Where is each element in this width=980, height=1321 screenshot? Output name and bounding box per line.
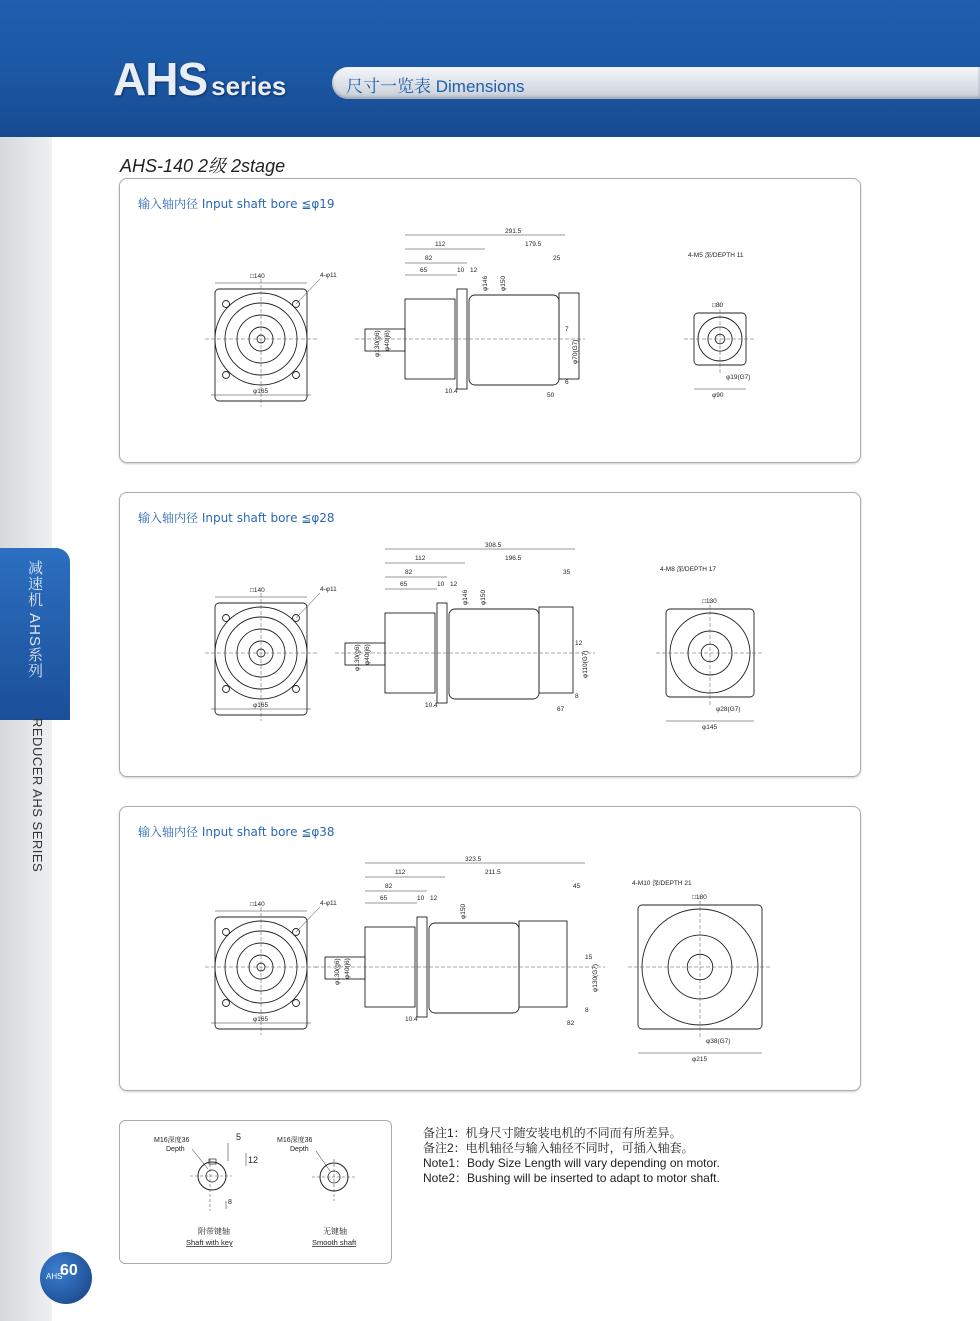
output-shaft-diameter-dim: φ40(j6) xyxy=(344,958,351,979)
key-width-dim: 5 xyxy=(236,1132,242,1142)
key-shaft-cn: 附带键轴 xyxy=(198,1227,230,1236)
body-length-dim: 211.5 xyxy=(485,869,501,876)
length-82-dim: 82 xyxy=(425,255,433,262)
flange-diameter-dim: φ165 xyxy=(253,1016,269,1023)
flange-diameter-dim: φ165 xyxy=(253,702,269,709)
flange-square-dim: □140 xyxy=(250,901,265,908)
mount-holes-dim: 4-φ11 xyxy=(320,272,337,279)
pilot-diameter-dim: φ130(g6) xyxy=(354,644,361,671)
motor-thread-dim: 4-M8 深/DEPTH 17 xyxy=(660,566,716,573)
length-112-dim: 112 xyxy=(435,241,446,248)
body-length-dim: 196.5 xyxy=(505,555,522,562)
motor-thread-dim: 4-M5 深/DEPTH 11 xyxy=(688,252,744,259)
motor-pilot-diameter-dim: φ130(G7) xyxy=(592,963,599,992)
note-en-2: Note2：Bushing will be inserted to adapt to motor shaft. xyxy=(423,1171,720,1185)
spigot-height-dim: 8 xyxy=(585,1007,589,1014)
spigot-depth-dim: 7 xyxy=(565,326,569,333)
motor-flange-diameter-dim: φ145 xyxy=(702,724,718,731)
front-view xyxy=(205,586,337,721)
output-shaft-diameter-dim: φ40(j6) xyxy=(384,330,391,351)
smooth-thread-label: M16深度36 xyxy=(277,1137,313,1144)
diameter-146-dim: φ146 xyxy=(462,589,469,605)
mount-holes-dim: 4-φ11 xyxy=(320,586,337,593)
diameter-150-dim: φ150 xyxy=(500,275,507,291)
body-length-dim: 179.5 xyxy=(525,241,542,248)
length-12-dim: 12 xyxy=(450,581,458,588)
series-name: AHS xyxy=(113,53,208,105)
pilot-diameter-dim: φ130(g6) xyxy=(374,330,381,357)
sidebar-series-label: REDUCER AHS SERIES xyxy=(30,718,45,873)
input-bore-label: 输入轴内径 Input shaft bore ≦φ19 xyxy=(138,197,335,211)
motor-shaft-length-dim: 82 xyxy=(567,1020,575,1027)
smooth-shaft-en: Smooth shaft xyxy=(312,1238,357,1247)
note-cn-1: 备注1：机身尺寸随安装电机的不同而有所差异。 xyxy=(423,1126,682,1140)
flange-diameter-dim: φ165 xyxy=(253,388,269,395)
key-thread-label: M16深度36 xyxy=(154,1137,190,1144)
front-view xyxy=(205,900,337,1035)
length-112-dim: 112 xyxy=(415,555,426,562)
length-65-dim: 65 xyxy=(400,581,408,588)
input-bore-label: 输入轴内径 Input shaft bore ≦φ28 xyxy=(138,511,335,525)
motor-flange-length-dim: 45 xyxy=(573,883,581,890)
shaft-options-drawing xyxy=(120,1121,391,1263)
length-10-dim: 10 xyxy=(457,267,465,274)
motor-flange-length-dim: 35 xyxy=(563,569,571,576)
model-title: AHS-140 2级 2stage xyxy=(120,156,286,176)
motor-flange-view xyxy=(684,251,756,399)
dimension-panel xyxy=(119,178,861,463)
diameter-150-dim: φ150 xyxy=(480,589,487,605)
side-view xyxy=(315,856,605,1027)
note-en-1: Note1：Body Size Length will vary depending on motor. xyxy=(423,1156,720,1170)
spigot-height-dim: 8 xyxy=(575,693,579,700)
length-65-dim: 65 xyxy=(380,895,388,902)
motor-flange-view xyxy=(628,879,772,1063)
dimension-drawing xyxy=(120,179,860,462)
series-logo xyxy=(113,52,286,106)
length-82-dim: 82 xyxy=(385,883,393,890)
key-bottom-dim: 8 xyxy=(228,1199,232,1206)
side-view xyxy=(335,542,595,713)
motor-square-dim: □180 xyxy=(692,894,707,901)
total-length-dim: 323.5 xyxy=(465,856,482,863)
motor-flange-diameter-dim: φ90 xyxy=(712,392,724,399)
smooth-depth-label: Depth xyxy=(290,1146,309,1153)
length-12-dim: 12 xyxy=(470,267,478,274)
chamfer-dim: 10.4 xyxy=(425,702,438,709)
dimension-drawing xyxy=(120,807,860,1090)
total-length-dim: 291.5 xyxy=(505,228,522,235)
notes xyxy=(423,1126,720,1186)
section-title-bar xyxy=(332,67,980,99)
motor-shaft-length-dim: 50 xyxy=(547,392,555,399)
page-number: 60 xyxy=(60,1262,78,1279)
length-12-dim: 12 xyxy=(430,895,438,902)
length-112-dim: 112 xyxy=(395,869,406,876)
spigot-depth-dim: 15 xyxy=(585,954,593,961)
flange-square-dim: □140 xyxy=(250,273,265,280)
page-tag: AHS xyxy=(46,1272,63,1281)
key-shaft-en: Shaft with key xyxy=(186,1238,233,1247)
key-depth-label: Depth xyxy=(166,1146,185,1153)
motor-bore-dim: φ28(G7) xyxy=(716,706,741,713)
motor-thread-dim: 4-M10 深/DEPTH 21 xyxy=(632,880,692,887)
side-view xyxy=(355,228,585,399)
motor-pilot-diameter-dim: φ110(G7) xyxy=(582,650,589,678)
page-number-badge xyxy=(32,1250,92,1310)
motor-square-dim: □80 xyxy=(712,302,724,309)
total-length-dim: 308.5 xyxy=(485,542,502,549)
spigot-depth-dim: 12 xyxy=(575,640,583,647)
motor-bore-dim: φ19(G7) xyxy=(726,374,751,381)
spigot-height-dim: 6 xyxy=(565,379,569,386)
sidebar-tab-label: 减速机 AHS系列 xyxy=(26,560,43,680)
input-bore-label: 输入轴内径 Input shaft bore ≦φ38 xyxy=(138,825,335,839)
motor-square-dim: □130 xyxy=(702,598,717,605)
output-shaft-diameter-dim: φ40(j6) xyxy=(364,644,371,665)
dimension-panel xyxy=(119,492,861,777)
dimension-drawing xyxy=(120,493,860,776)
motor-flange-length-dim: 25 xyxy=(553,255,561,262)
front-view xyxy=(205,272,337,407)
dimension-panel xyxy=(119,806,861,1091)
motor-bore-dim: φ38(G7) xyxy=(706,1038,731,1045)
length-82-dim: 82 xyxy=(405,569,413,576)
motor-flange-view xyxy=(656,565,764,731)
motor-flange-diameter-dim: φ215 xyxy=(692,1056,708,1063)
motor-shaft-length-dim: 67 xyxy=(557,706,565,713)
length-65-dim: 65 xyxy=(420,267,428,274)
flange-square-dim: □140 xyxy=(250,587,265,594)
chamfer-dim: 10.4 xyxy=(445,388,458,395)
motor-pilot-diameter-dim: φ70(G7) xyxy=(572,339,579,364)
pilot-diameter-dim: φ130(g6) xyxy=(334,958,341,985)
length-10-dim: 10 xyxy=(437,581,445,588)
mount-holes-dim: 4-φ11 xyxy=(320,900,337,907)
chamfer-dim: 10.4 xyxy=(405,1016,418,1023)
length-10-dim: 10 xyxy=(417,895,425,902)
series-suffix: series xyxy=(211,71,287,101)
section-title: 尺寸一览表 Dimensions xyxy=(346,77,525,96)
shaft-options-panel xyxy=(119,1120,392,1264)
smooth-shaft-cn: 无键轴 xyxy=(323,1227,347,1236)
key-height-dim: 12 xyxy=(248,1155,259,1165)
diameter-146-dim: φ146 xyxy=(482,275,489,291)
note-cn-2: 备注2：电机轴径与输入轴径不同时，可插入轴套。 xyxy=(423,1141,694,1155)
diameter-150-dim: φ150 xyxy=(460,903,467,919)
